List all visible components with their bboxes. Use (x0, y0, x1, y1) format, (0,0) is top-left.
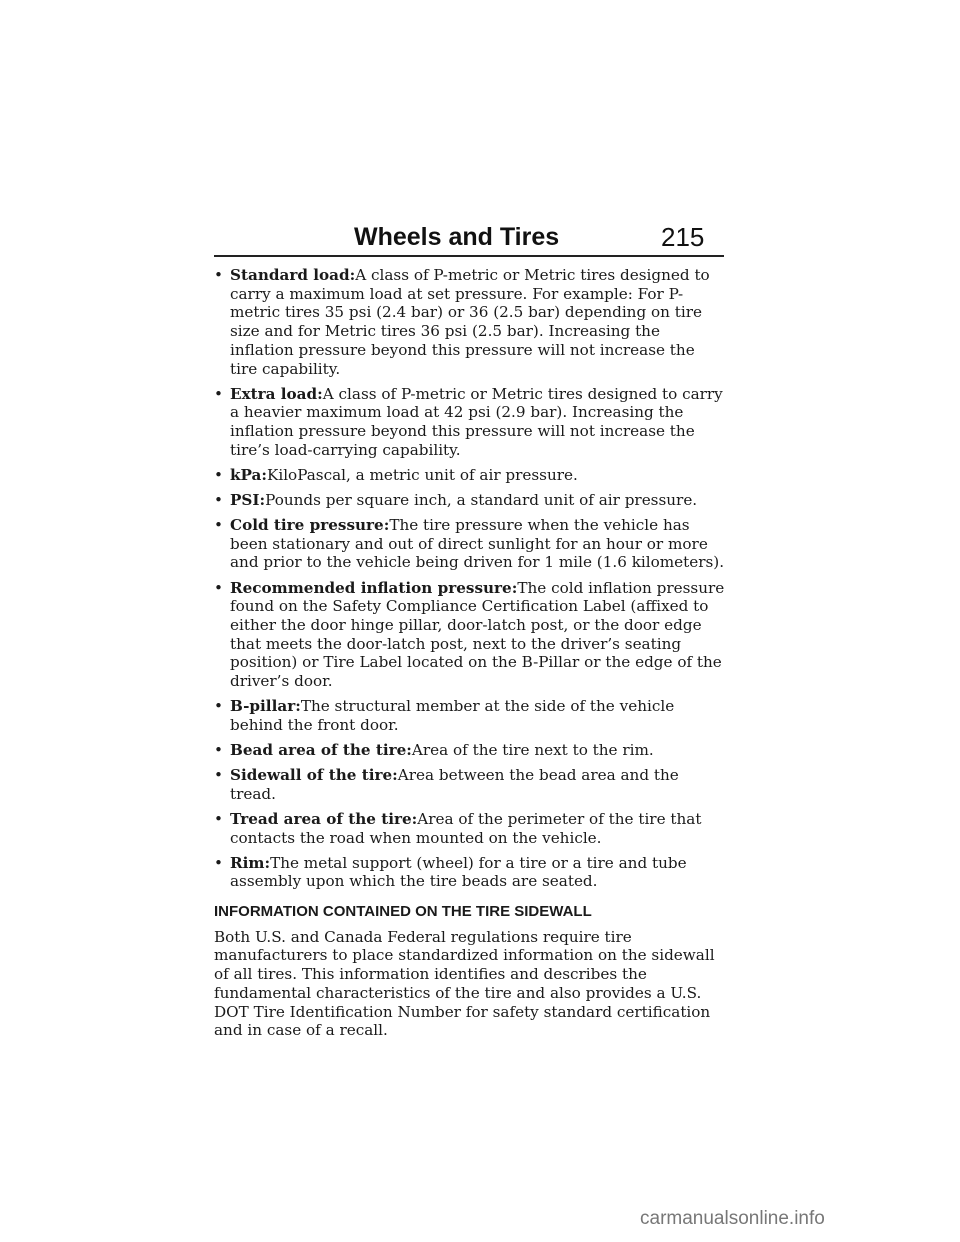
glossary-item-b-pillar (214, 697, 726, 734)
glossary-item-psi (214, 491, 726, 510)
bullet: • (214, 384, 223, 403)
definition: The structural member at the side of the vehicle behind the front door. (230, 697, 675, 734)
section-heading: INFORMATION CONTAINED ON THE TIRE SIDEWALL (214, 903, 592, 920)
glossary-item-cold-tire-pressure (214, 516, 726, 572)
term: Tread area of the tire: (230, 809, 418, 828)
watermark-text: carmanualsonline.info (640, 1208, 825, 1229)
bullet: • (214, 853, 223, 872)
term: Rim: (230, 853, 271, 872)
definition: The cold inflation pressure found on the Safety Compliance Certification Label (affixed to either the door hinge pillar, door-latch post, or the door edge that meets the door-latch post, next to the driver’s seating position) or Tire Label located on the B-Pillar or the edge of the driver’s door. (230, 578, 725, 691)
definition: The metal support (wheel) for a tire or a tire and tube assembly upon which the tire beads are seated. (230, 853, 687, 891)
bullet: • (214, 465, 223, 484)
definition: Pounds per square inch, a standard unit of air pressure. (265, 490, 698, 509)
glossary-item-extra-load (214, 385, 726, 460)
glossary-item-tread-area (214, 810, 726, 847)
bullet: • (214, 578, 223, 597)
definition: The tire pressure when the vehicle has been stationary and out of direct sunlight for an hour or more and prior to the vehicle being driven for 1 mile (1.6 kilometers). (230, 516, 725, 572)
term: B-pillar: (230, 697, 301, 716)
term: Recommended inflation pressure: (230, 578, 518, 597)
bullet: • (214, 490, 223, 509)
definition: A class of P-metric or Metric tires designed to carry a heavier maximum load at 42 psi (2.9 bar). Increasing the inflation pressure beyond this pressure will not increase the tire’s load-carrying capability. (230, 384, 723, 459)
term: Standard load: (230, 266, 356, 284)
bullet: • (214, 766, 223, 784)
definition: Area of the perimeter of the tire that contacts the road when mounted on the vehicle. (230, 809, 702, 847)
term: kPa: (230, 465, 267, 484)
term: Extra load: (230, 384, 323, 403)
definition: KiloPascal, a metric unit of air pressure. (266, 465, 578, 484)
page-content (214, 266, 726, 1040)
glossary-item-sidewall (214, 766, 726, 803)
page-number: 215 (661, 222, 705, 252)
term: Sidewall of the tire: (230, 766, 398, 784)
term: Bead area of the tire: (230, 740, 412, 759)
glossary-item-rim (214, 854, 726, 891)
term: Cold tire pressure: (230, 516, 390, 534)
definition: Area of the tire next to the rim. (411, 740, 654, 759)
glossary-item-recommended-inflation-pressure (214, 579, 726, 691)
bullet: • (214, 266, 223, 284)
bullet: • (214, 740, 223, 759)
page-header-title: Wheels and Tires (354, 223, 560, 251)
header-rule (214, 255, 724, 257)
glossary-item-standard-load (214, 266, 726, 378)
definition: Area between the bead area and the tread. (230, 766, 679, 803)
bullet: • (214, 516, 223, 534)
bullet: • (214, 809, 223, 828)
section-paragraph: Both U.S. and Canada Federal regulations require tire manufacturers to place standardized information on the sidewall of all tires. This information identifies and describes the fundamental characteristics of the tire and also provides a U.S. DOT Tire Identification Number for safety standard certification and in case of a recall. (214, 927, 715, 1040)
glossary-item-kpa (214, 466, 726, 485)
glossary-item-bead-area (214, 741, 726, 760)
term: PSI: (230, 490, 266, 509)
definition: A class of P-metric or Metric tires designed to carry a maximum load at set pressure. For example: For P-metric tires 35 psi (2.4 bar) or 36 (2.5 bar) depending on tire size and for Metric tires 36 psi (2.5 bar). Increasing the inflation pressure beyond this pressure will not increase the tire capability. (230, 266, 710, 378)
bullet: • (214, 697, 223, 716)
